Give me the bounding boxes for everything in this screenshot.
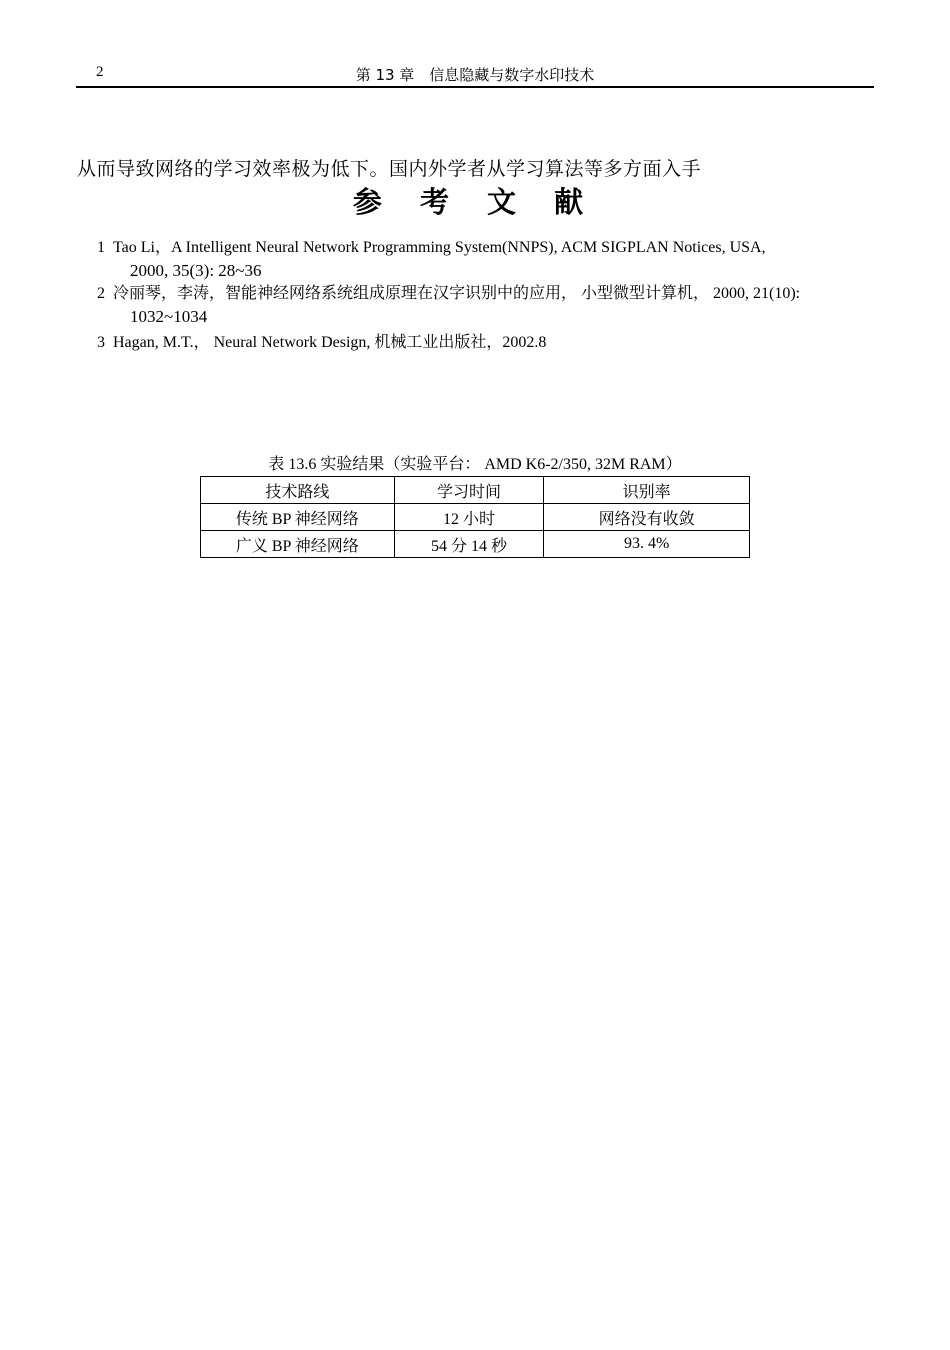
body-paragraph: 从而导致网络的学习效率极为低下。国内外学者从学习算法等多方面入手 [77,158,702,180]
reference-text: 冷丽琴，李涛，智能神经网络系统组成原理在汉字识别中的应用， 小型微型计算机， 2000, 21(10): [113,285,801,302]
reference-number: 1 [97,239,105,256]
references-list [97,236,874,354]
reference-number: 3 [97,334,105,351]
table-cell: 93. 4% [544,531,750,558]
table-cell: 传统 BP 神经网络 [201,504,395,531]
table-header-cell: 学习时间 [394,477,544,504]
results-table [200,476,750,558]
reference-text: Hagan, M.T.， Neural Network Design, 机械工业出版社，2002.8 [113,334,547,351]
table-header-row [201,477,750,504]
table-header-cell: 技术路线 [201,477,395,504]
reference-text-continued: 2000, 35(3): 28~36 [130,261,262,280]
chapter-title: 第 13 章 信息隐藏与数字水印技术 [355,66,595,84]
table-row [201,531,750,558]
reference-text: Tao Li，A Intelligent Neural Network Programming System(NNPS), ACM SIGPLAN Notices, USA, [113,239,766,256]
reference-number: 2 [97,285,105,302]
reference-item [97,236,874,282]
page-header [76,62,874,88]
table-cell: 12 小时 [394,504,544,531]
table-caption: 表 13.6 实验结果（实验平台： AMD K6-2/350, 32M RAM） [268,456,682,473]
reference-item [97,282,874,328]
table-cell: 54 分 14 秒 [394,531,544,558]
reference-text-continued: 1032~1034 [130,307,208,326]
table-cell: 网络没有收敛 [544,504,750,531]
references-heading: 参 考 文 献 [352,185,598,219]
table-row [201,504,750,531]
reference-item [97,331,874,354]
table-header-cell: 识别率 [544,477,750,504]
page-number: 2 [96,64,104,80]
table-cell: 广义 BP 神经网络 [201,531,395,558]
